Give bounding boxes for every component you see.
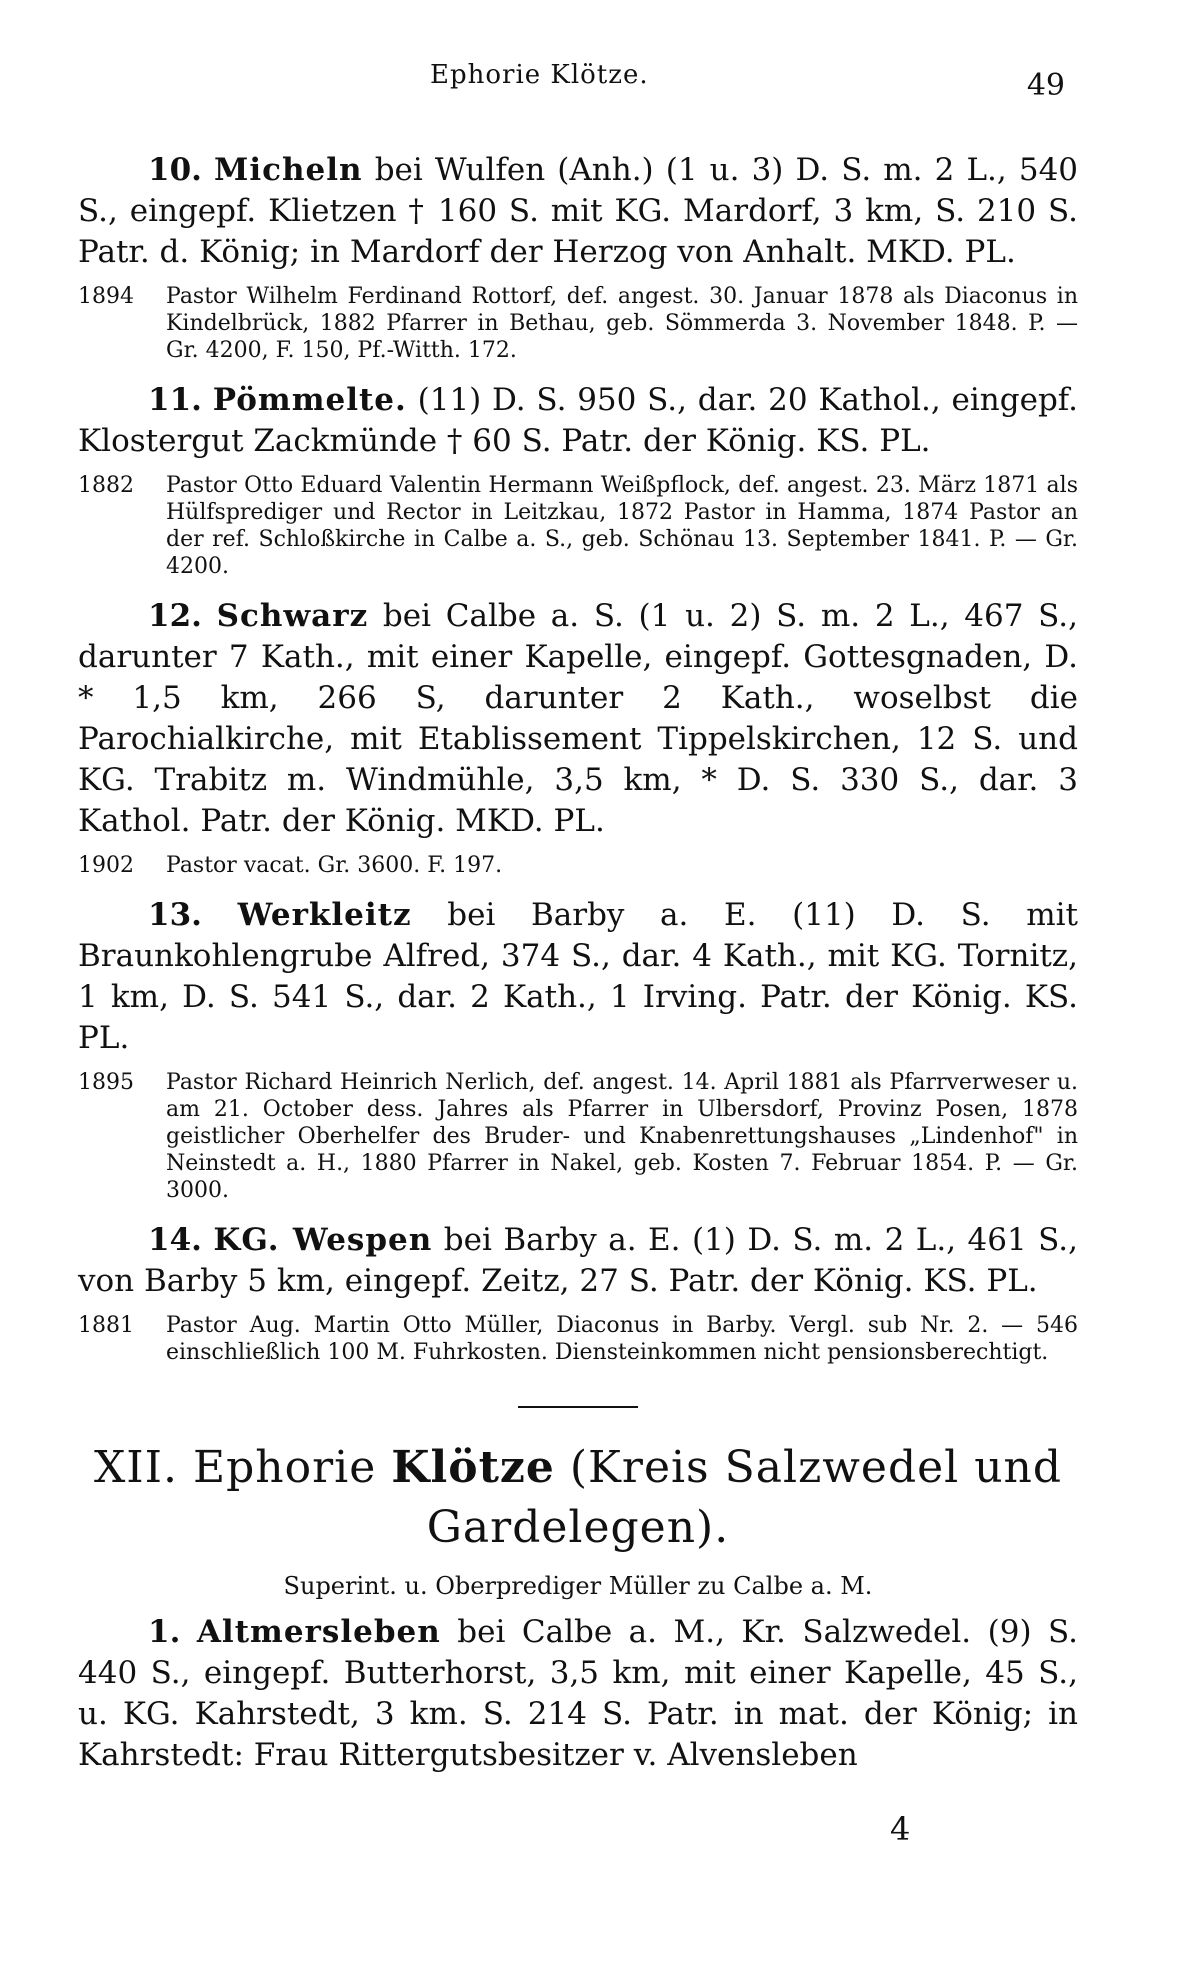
section-title-post: (Kreis Salzwedel und <box>569 1442 1063 1493</box>
running-title: Ephorie Klötze. <box>430 60 649 90</box>
place-name: Pömmelte. <box>212 382 407 418</box>
parish-entry <box>78 1220 1078 1366</box>
page-number: 49 <box>1026 68 1065 103</box>
note-year: 1894 <box>78 284 134 309</box>
parish-entry <box>78 596 1078 879</box>
page-content <box>78 150 1078 1776</box>
place-name: Werkleitz <box>237 897 412 933</box>
parish-entry <box>78 380 1078 580</box>
place-name: Schwarz <box>216 598 369 634</box>
section-title <box>78 1438 1078 1498</box>
pastor-note <box>78 283 1078 364</box>
entry-text <box>78 380 1078 462</box>
note-year: 1882 <box>78 473 134 498</box>
place-name: Altmersleben <box>196 1614 441 1650</box>
entry-text <box>78 895 1078 1059</box>
note-year: 1895 <box>78 1070 134 1095</box>
note-text: Pastor Wilhelm Ferdinand Rottorf, def. angest. 30. Januar 1878 als Diaconus in Kindelbrück, 1882 Pfarrer in Bethau, geb. Sömmerda 3. November 1848. P. — Gr. 4200, F. 150, Pf.-Witth. 172. <box>166 284 1078 363</box>
entry-text <box>78 1612 1078 1776</box>
entry-body: (11) D. S. 950 S., dar. 20 Kathol., eingepf. Klostergut Zackmünde † 60 S. Patr. der König. KS. PL. <box>78 382 1079 459</box>
note-text: Pastor Richard Heinrich Nerlich, def. angest. 14. April 1881 als Pfarrverweser u. am 21. October dess. Jahres als Pfarrer in Ulbersdorf, Provinz Posen, 1878 geistlicher Oberhelfer des Bruder- und Knabenrettungshauses „Lindenhof" in Neinstedt a. H., 1880 Pfarrer in Nakel, geb. Kosten 7. Februar 1854. P. — Gr. 3000. <box>166 1070 1078 1203</box>
note-year: 1881 <box>78 1313 134 1338</box>
pastor-note <box>78 1069 1078 1204</box>
entry-number: 1. <box>148 1614 181 1650</box>
entry-body: bei Calbe a. M., Kr. Salzwedel. (9) S. 440 S., eingepf. Butterhorst, 3,5 km, mit einer Kapelle, 45 S., u. KG. Kahrstedt, 3 km. S. 214 S. Patr. in mat. der König; in Kahrstedt: Frau Rittergutsbesitzer v. Alvensleben <box>78 1614 1079 1773</box>
entry-body: bei Barby a. E. (11) D. S. mit Braunkohlengrube Alfred, 374 S., dar. 4 Kath., mit KG. Tornitz, 1 km, D. S. 541 S., dar. 2 Kath., 1 Irving. Patr. der König. KS. PL. <box>78 897 1079 1056</box>
page-header <box>0 60 1177 103</box>
entry-body: bei Calbe a. S. (1 u. 2) S. m. 2 L., 467 S., darunter 7 Kath., mit einer Kapelle, eingepf. Gottesgnaden, D. * 1,5 km, 266 S, darunter 2 Kath., woselbst die Parochialkirche, mit Etablissement Tippelskirchen, 12 S. und KG. Trabitz m. Windmühle, 3,5 km, * D. S. 330 S., dar. 3 Kathol. Patr. der König. MKD. PL. <box>78 598 1079 839</box>
entry-number: 14. <box>148 1222 202 1258</box>
note-text: Pastor Otto Eduard Valentin Hermann Weißpflock, def. angest. 23. März 1871 als Hülfsprediger und Rector in Leitzkau, 1872 Pastor in Hamma, 1874 Pastor an der ref. Schloßkirche in Calbe a. S., geb. Schönau 13. September 1841. P. — Gr. 4200. <box>166 473 1078 579</box>
pastor-note <box>78 852 1078 879</box>
section-title-bold: Klötze <box>391 1442 555 1493</box>
parish-entry <box>78 895 1078 1204</box>
note-year: 1902 <box>78 853 134 878</box>
section-title-pre: XII. Ephorie <box>93 1442 377 1493</box>
entry-number: 11. <box>148 382 202 418</box>
entry-body: bei Wulfen (Anh.) (1 u. 3) D. S. m. 2 L., 540 S., eingepf. Klietzen † 160 S. mit KG. Mardorf, 3 km, S. 210 S. Patr. d. König; in Mardorf der Herzog von Anhalt. MKD. PL. <box>78 152 1079 270</box>
signature-number: 4 <box>890 1810 911 1848</box>
section-divider <box>518 1406 638 1408</box>
entry-number: 13. <box>148 897 202 933</box>
note-text: Pastor vacat. Gr. 3600. F. 197. <box>166 853 503 878</box>
entry-number: 12. <box>148 598 202 634</box>
place-name: KG. Wespen <box>213 1222 433 1258</box>
entry-text <box>78 150 1078 273</box>
superintendent-line: Superint. u. Oberprediger Müller zu Calbe a. M. <box>283 1572 873 1600</box>
place-name: Micheln <box>214 152 363 188</box>
section-title-line2: Gardelegen). <box>426 1502 730 1553</box>
entry-text <box>78 1220 1078 1302</box>
entry-text <box>78 596 1078 842</box>
note-text: Pastor Aug. Martin Otto Müller, Diaconus in Barby. Vergl. sub Nr. 2. — 546 einschließlich 100 M. Fuhrkosten. Diensteinkommen nicht pensionsberechtigt. <box>166 1313 1078 1365</box>
entry-body: bei Barby a. E. (1) D. S. m. 2 L., 461 S., von Barby 5 km, eingepf. Zeitz, 27 S. Patr. der König. KS. PL. <box>78 1222 1078 1299</box>
parish-entry <box>78 150 1078 364</box>
pastor-note <box>78 472 1078 580</box>
pastor-note <box>78 1312 1078 1366</box>
entry-number: 10. <box>148 152 202 188</box>
